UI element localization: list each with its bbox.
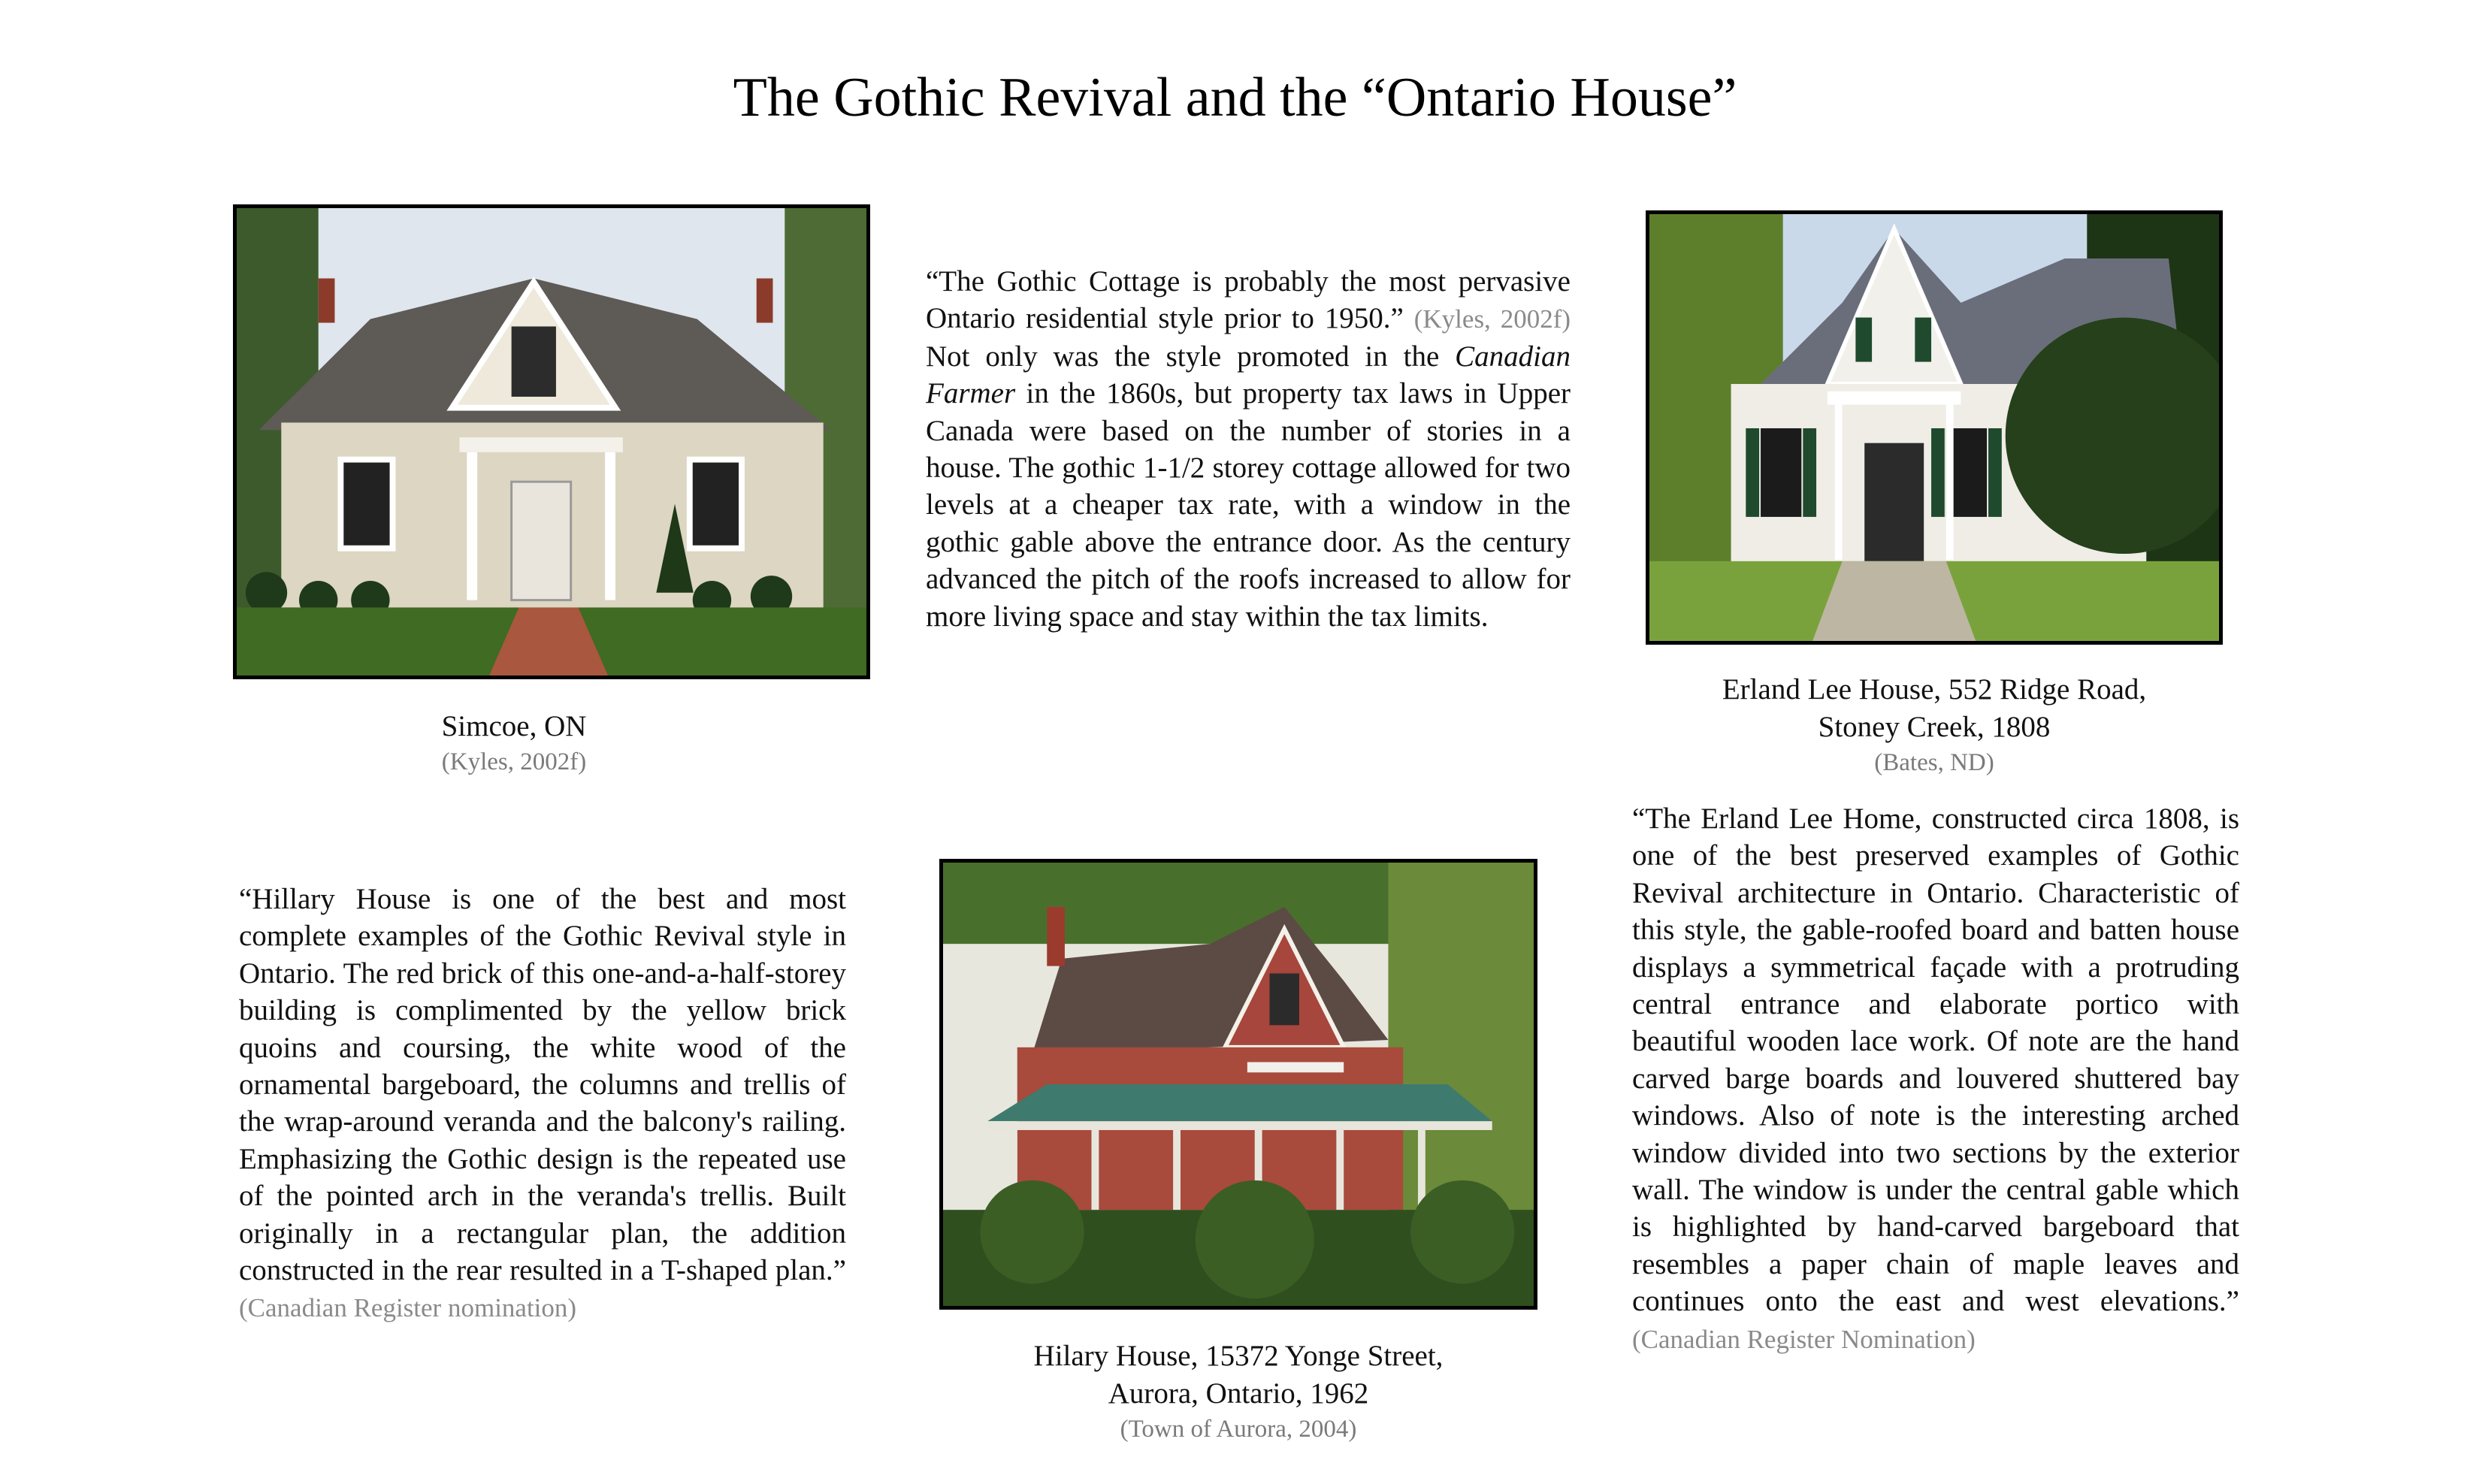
hilary-house-caption-line1: Hilary House, 15372 Yonge Street, (1033, 1340, 1444, 1372)
hillary-house-paragraph (239, 881, 846, 1327)
erland-lee-paragraph-citation: (Canadian Register Nomination) (1632, 1324, 1976, 1354)
canadian-farmer-title: Canadian Farmer (926, 340, 1571, 410)
erland-lee-caption-line1: Erland Lee House, 552 Ridge Road, (1722, 673, 2147, 706)
gothic-cottage-text-b: in the 1860s, but property tax laws in Upper Canada were based on the number of stories in a house. The gothic 1-1/2 storey cottage allowed for two levels at a cheaper tax rate, with a window in the gothic gable above the entrance door. As the century advanced the pitch of the roofs increased to allow for more living space and stay within the tax limits. (926, 377, 1571, 633)
erland-lee-paragraph (1632, 800, 2239, 1358)
erland-lee-citation: (Bates, ND) (1874, 749, 1994, 776)
gothic-cottage-quote: “The Gothic Cottage is probably the most pervasive Ontario residential style prior to 1950.” (926, 265, 1571, 335)
erland-lee-caption-line2: Stoney Creek, 1808 (1818, 711, 2051, 743)
erland-lee-caption (1646, 671, 2223, 779)
simcoe-citation: (Kyles, 2002f) (441, 748, 587, 775)
simcoe-caption (326, 708, 702, 778)
hilary-house-citation: (Town of Aurora, 2004) (1120, 1416, 1357, 1443)
hilary-house-caption (938, 1337, 1539, 1446)
hilary-house-photo (939, 859, 1537, 1310)
gothic-cottage-paragraph (926, 263, 1571, 635)
erland-lee-house-photo (1646, 210, 2223, 645)
hillary-house-quote: “Hillary House is one of the best and most complete examples of the Gothic Revival style in Ontario. The red brick of this one-and-a-half-storey building is complimented by the yellow brick quoins and coursing, the white wood of the ornamental bargeboard, the columns and trellis of the wrap-around veranda and the balcony's railing. Emphasizing the Gothic design is the repeated use of the pointed arch in the veranda's trellis. Built originally in a rectangular plan, the addition constructed in the rear resulted in a T-shaped plan.” (239, 883, 846, 1287)
simcoe-house-photo (233, 204, 870, 679)
hillary-house-citation: (Canadian Register nomination) (239, 1293, 577, 1323)
page-title: The Gothic Revival and the “Ontario House” (733, 67, 1737, 128)
gothic-cottage-citation: (Kyles, 2002f) (1413, 304, 1571, 334)
hilary-house-caption-line2: Aurora, Ontario, 1962 (1108, 1377, 1369, 1410)
simcoe-caption-text: Simcoe, ON (441, 710, 587, 742)
erland-lee-quote: “The Erland Lee Home, constructed circa 1808, is one of the best preserved examples of Gothic Revival architecture in Ontario. Characteristic of this style, the gable-roofed board and batten house displays a symmetrical façade with a protruding central entrance and elaborate portico with beautiful wooden lace work. Of note are the hand carved barge boards and louvered shuttered bay windows. Also of note is the interesting arched window divided into two sections by the exterior wall. The window is under the central gable which is highlighted by hand-carved bargeboard that resembles a paper chain of maple leaves and continues onto the east and west elevations.” (1632, 802, 2239, 1318)
gothic-cottage-text-a: Not only was the style promoted in the (926, 340, 1440, 373)
